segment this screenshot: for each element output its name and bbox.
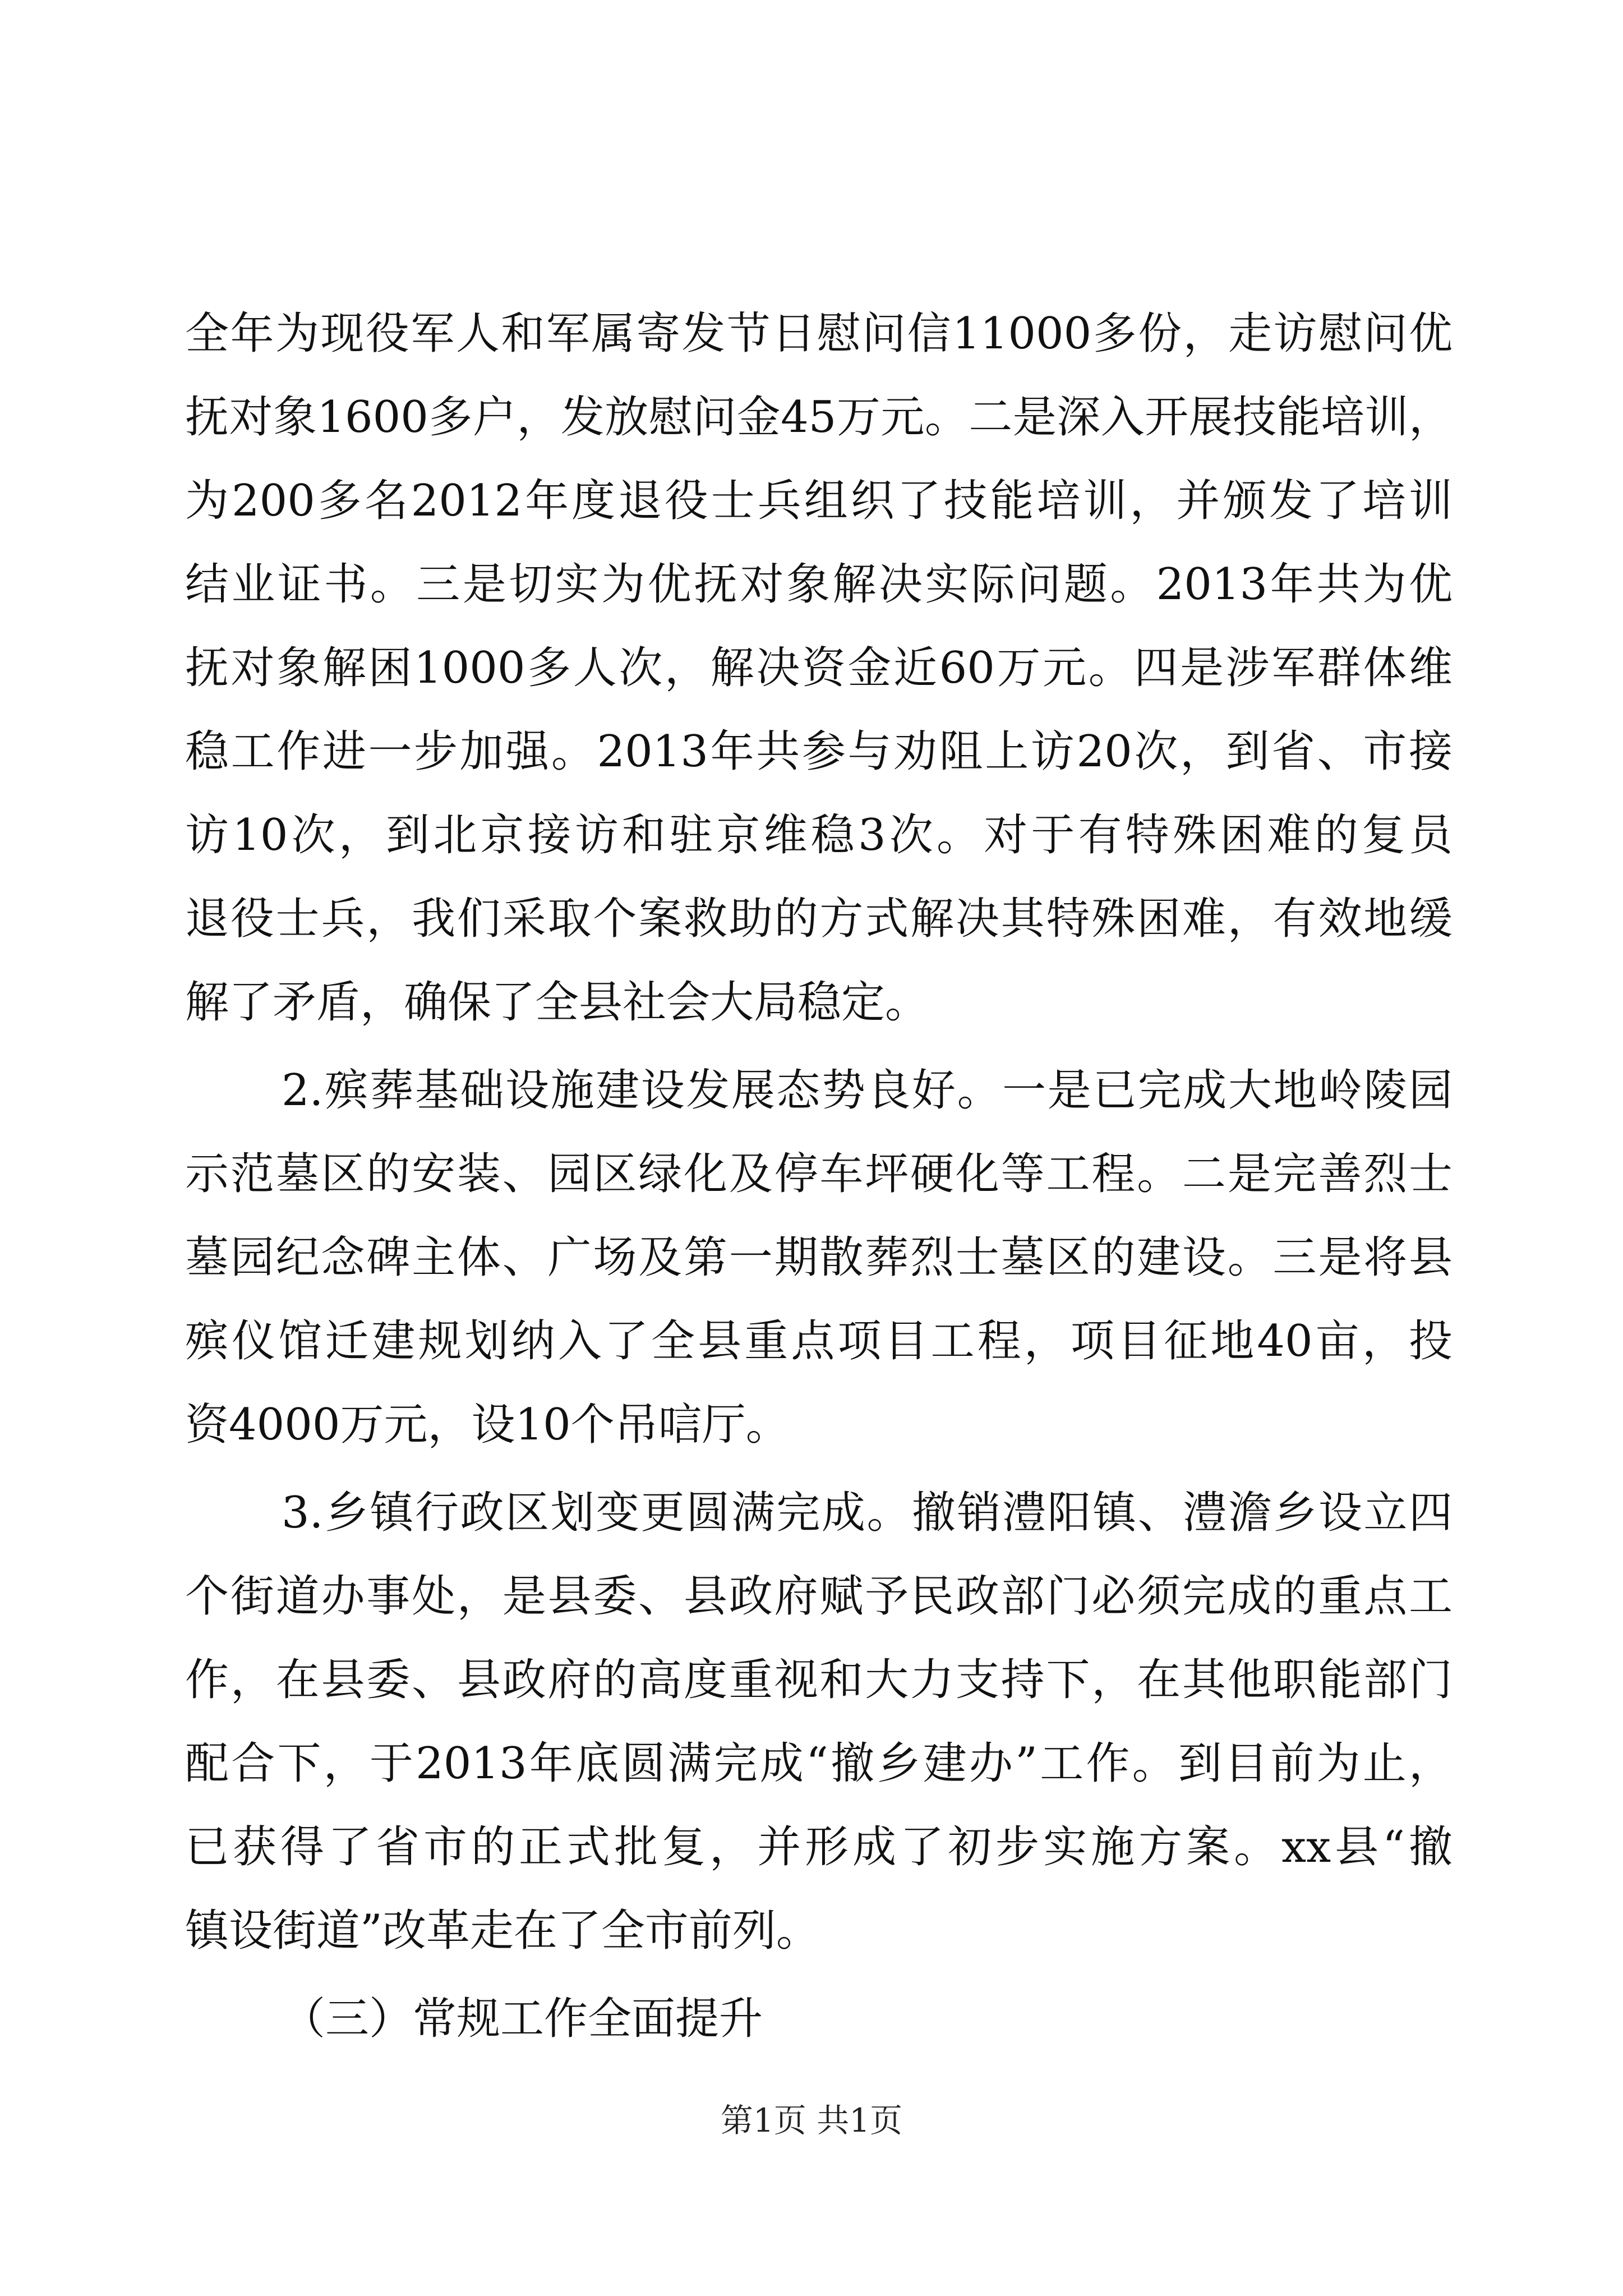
text-line: 个街道办事处，是县委、县政府赋予民政部门必须完成的重点工 xyxy=(185,1571,1453,1622)
text-line: 全年为现役军人和军属寄发节日慰问信11000多份，走访慰问优 xyxy=(185,309,1453,359)
text-line: 2.殡葬基础设施建设发展态势良好。一是已完成大地岭陵园 xyxy=(282,1065,1453,1116)
section-heading: （三）常规工作全面提升 xyxy=(282,1994,763,2044)
text-line: 殡仪馆迁建规划纳入了全县重点项目工程，项目征地40亩，投 xyxy=(185,1316,1453,1366)
text-line: 退役士兵，我们采取个案救助的方式解决其特殊困难，有效地缓 xyxy=(185,894,1453,944)
text-line: 镇设街道”改革走在了全市前列。 xyxy=(185,1906,820,1956)
text-line: 3.乡镇行政区划变更圆满完成。撤销澧阳镇、澧澹乡设立四 xyxy=(282,1488,1453,1538)
text-line: 稳工作进一步加强。2013年共参与劝阻上访20次，到省、市接 xyxy=(185,726,1453,777)
text-line: 墓园纪念碑主体、广场及第一期散葬烈士墓区的建设。三是将县 xyxy=(185,1232,1453,1283)
text-line: 资4000万元，设10个吊唁厅。 xyxy=(185,1400,790,1450)
text-line: 配合下，于2013年底圆满完成“撤乡建办”工作。到目前为止， xyxy=(185,1738,1453,1789)
text-line: 为200多名2012年度退役士兵组织了技能培训，并颁发了培训 xyxy=(185,476,1453,526)
text-line: 抚对象1600多户，发放慰问金45万元。二是深入开展技能培训， xyxy=(185,392,1453,443)
text-line: 访10次，到北京接访和驻京维稳3次。对于有特殊困难的复员 xyxy=(185,810,1453,861)
text-line: 抚对象解困1000多人次，解决资金近60万元。四是涉军群体维 xyxy=(185,643,1453,693)
text-line: 示范墓区的安装、园区绿化及停车坪硬化等工程。二是完善烈士 xyxy=(185,1149,1453,1199)
text-line: 作，在县委、县政府的高度重视和大力支持下，在其他职能部门 xyxy=(185,1655,1453,1705)
text-line: 结业证书。三是切实为优抚对象解决实际问题。2013年共为优 xyxy=(185,559,1453,610)
text-line: 解了矛盾，确保了全县社会大局稳定。 xyxy=(185,977,929,1028)
text-line: 已获得了省市的正式批复，并形成了初步实施方案。xx县“撤 xyxy=(185,1822,1453,1872)
page-footer: 第1页 共1页 xyxy=(720,2101,903,2139)
